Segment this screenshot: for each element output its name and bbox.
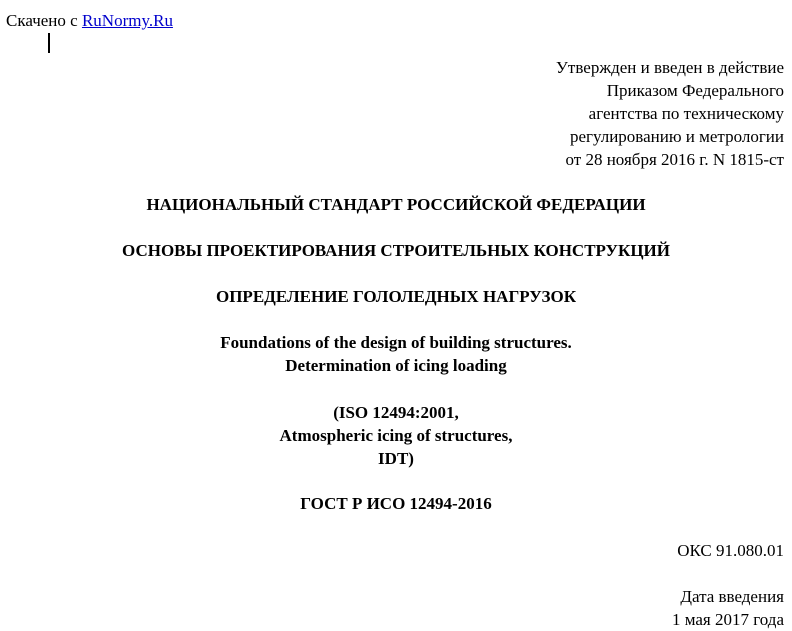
approval-line: агентства по техническому xyxy=(588,104,784,123)
subtitle: ОПРЕДЕЛЕНИЕ ГОЛОЛЕДНЫХ НАГРУЗОК xyxy=(215,287,577,306)
english-title-line: Foundations of the design of building structures. xyxy=(220,333,572,352)
approval-line: Утвержден и введен в действие xyxy=(555,58,784,77)
approval-line: регулированию и метрологии xyxy=(569,127,784,146)
gost-number: ГОСТ Р ИСО 12494-2016 xyxy=(300,494,492,513)
oks-code: ОКС 91.080.01 xyxy=(677,541,784,560)
introduction-date: 1 мая 2017 года xyxy=(671,610,784,629)
runormy-link[interactable]: RuNormy.Ru xyxy=(81,11,173,30)
national-standard-heading: НАЦИОНАЛЬНЫЙ СТАНДАРТ РОССИЙСКОЙ ФЕДЕРАЦИИ xyxy=(146,195,646,214)
iso-line: Atmospheric icing of structures, xyxy=(279,426,513,445)
introduction-label: Дата введения xyxy=(680,587,784,606)
main-title: ОСНОВЫ ПРОЕКТИРОВАНИЯ СТРОИТЕЛЬНЫХ КОНСТРУКЦИЙ xyxy=(122,241,670,260)
approval-block xyxy=(556,56,784,171)
iso-line: IDT) xyxy=(378,449,414,468)
approval-line: Приказом Федерального xyxy=(606,81,784,100)
iso-line: (ISO 12494:2001, xyxy=(333,403,459,422)
approval-line: от 28 ноября 2016 г. N 1815-ст xyxy=(565,150,784,169)
introduction-date-block xyxy=(672,585,784,631)
english-title-line: Determination of icing loading xyxy=(285,356,507,375)
iso-reference xyxy=(0,401,792,470)
downloaded-prefix: Скачено с xyxy=(6,11,78,30)
text-cursor xyxy=(48,33,50,53)
downloaded-from-line xyxy=(6,10,173,32)
english-title xyxy=(0,331,792,377)
